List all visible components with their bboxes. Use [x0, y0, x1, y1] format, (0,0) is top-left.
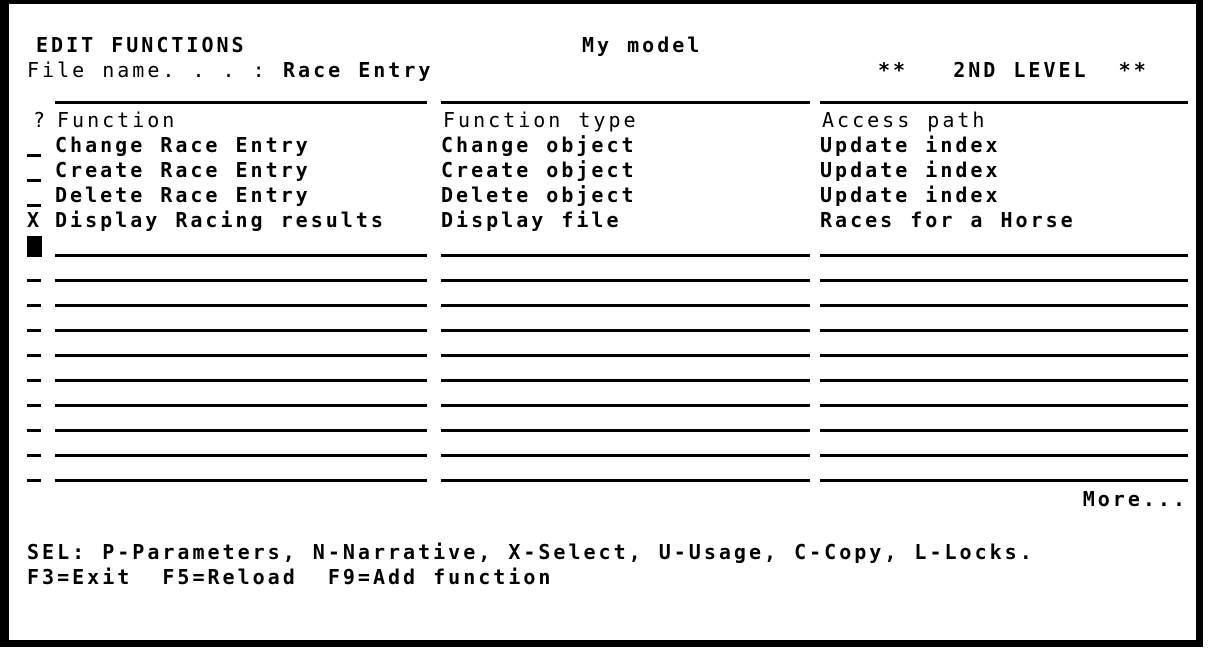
empty-field-underline	[441, 279, 810, 282]
access-path-field[interactable]	[820, 233, 1188, 258]
function-type-field[interactable]	[441, 458, 810, 483]
function-type-field[interactable]: Change object	[441, 133, 637, 157]
empty-field-underline	[820, 354, 1188, 357]
empty-field-underline	[441, 429, 810, 432]
selector-underscore	[27, 404, 41, 407]
selector-underscore	[27, 204, 41, 207]
table-row	[0, 383, 1211, 408]
access-path-field[interactable]	[820, 408, 1188, 433]
table-row	[0, 308, 1211, 333]
selector-input[interactable]	[27, 233, 45, 258]
table-row	[0, 133, 1211, 158]
function-field[interactable]	[55, 258, 427, 283]
empty-field-underline	[55, 279, 427, 282]
table-row	[0, 208, 1211, 233]
selector-underscore	[27, 329, 41, 332]
column-header-function: Function	[57, 108, 178, 132]
function-type-field[interactable]	[441, 233, 810, 258]
empty-field-underline	[55, 479, 427, 482]
selector-input[interactable]	[27, 308, 45, 333]
access-path-field[interactable]: Update index	[820, 158, 1001, 182]
access-path-field[interactable]	[820, 258, 1188, 283]
column-header-access-path: Access path	[822, 108, 988, 132]
selector-input[interactable]: X	[27, 208, 43, 232]
function-field[interactable]	[55, 408, 427, 433]
table-row	[0, 358, 1211, 383]
access-path-field[interactable]	[820, 458, 1188, 483]
access-path-field[interactable]	[820, 358, 1188, 383]
function-type-field[interactable]	[441, 283, 810, 308]
empty-field-underline	[441, 379, 810, 382]
empty-field-underline	[441, 404, 810, 407]
function-type-field[interactable]: Create object	[441, 158, 637, 182]
empty-field-underline	[820, 479, 1188, 482]
empty-field-underline	[820, 254, 1188, 257]
file-name-label: File name. . . :	[27, 58, 268, 82]
selector-column-header: ?	[33, 108, 49, 132]
function-keys-line: F3=Exit F5=Reload F9=Add function	[27, 565, 554, 589]
table-row	[0, 283, 1211, 308]
empty-field-underline	[441, 329, 810, 332]
empty-field-underline	[441, 254, 810, 257]
access-path-field[interactable]: Update index	[820, 133, 1001, 157]
text-cursor	[27, 236, 42, 257]
function-field[interactable]	[55, 358, 427, 383]
selector-input[interactable]	[27, 383, 45, 408]
table-row	[0, 408, 1211, 433]
empty-field-underline	[55, 454, 427, 457]
table-row	[0, 458, 1211, 483]
selector-input[interactable]	[27, 133, 45, 158]
function-field[interactable]	[55, 433, 427, 458]
empty-field-underline	[55, 379, 427, 382]
empty-field-underline	[55, 354, 427, 357]
function-field[interactable]	[55, 233, 427, 258]
function-field[interactable]	[55, 458, 427, 483]
function-type-field[interactable]	[441, 258, 810, 283]
access-path-field[interactable]	[820, 383, 1188, 408]
table-row	[0, 233, 1211, 258]
function-field[interactable]: Create Race Entry	[55, 158, 311, 182]
selector-underscore	[27, 179, 41, 182]
function-type-field[interactable]	[441, 333, 810, 358]
function-type-field[interactable]	[441, 408, 810, 433]
access-path-field[interactable]: Races for a Horse	[820, 208, 1076, 232]
selector-input[interactable]	[27, 183, 45, 208]
access-path-field[interactable]	[820, 283, 1188, 308]
table-row	[0, 433, 1211, 458]
empty-field-underline	[820, 279, 1188, 282]
selector-underscore	[27, 429, 41, 432]
empty-field-underline	[441, 304, 810, 307]
function-type-field[interactable]	[441, 383, 810, 408]
selector-underscore	[27, 354, 41, 357]
table-row	[0, 158, 1211, 183]
function-type-field[interactable]: Delete object	[441, 183, 637, 207]
column-separator-line	[55, 101, 427, 104]
selector-input[interactable]	[27, 358, 45, 383]
column-separator-line	[441, 101, 810, 104]
function-type-field[interactable]	[441, 433, 810, 458]
access-path-field[interactable]	[820, 308, 1188, 333]
selector-input[interactable]	[27, 433, 45, 458]
empty-field-underline	[55, 329, 427, 332]
empty-field-underline	[55, 404, 427, 407]
table-row	[0, 183, 1211, 208]
access-path-field[interactable]	[820, 333, 1188, 358]
empty-field-underline	[55, 304, 427, 307]
function-type-field[interactable]: Display file	[441, 208, 622, 232]
empty-field-underline	[55, 254, 427, 257]
selector-input[interactable]	[27, 258, 45, 283]
selector-input[interactable]	[27, 458, 45, 483]
selector-underscore	[27, 279, 41, 282]
function-type-field[interactable]	[441, 358, 810, 383]
model-name: My model	[582, 33, 703, 57]
level-indicator: ** 2ND LEVEL **	[878, 58, 1149, 82]
empty-field-underline	[820, 454, 1188, 457]
column-header-function-type: Function type	[443, 108, 639, 132]
selector-underscore	[27, 454, 41, 457]
function-field[interactable]	[55, 333, 427, 358]
table-row	[0, 333, 1211, 358]
more-indicator: More...	[1082, 487, 1188, 511]
empty-field-underline	[55, 429, 427, 432]
selector-underscore	[27, 379, 41, 382]
function-field[interactable]: Change Race Entry	[55, 133, 311, 157]
function-field[interactable]	[55, 308, 427, 333]
empty-field-underline	[820, 304, 1188, 307]
empty-field-underline	[820, 379, 1188, 382]
selection-options-line: SEL: P-Parameters, N-Narrative, X-Select, U-Usage, C-Copy, L-Locks.	[27, 540, 1035, 564]
access-path-field[interactable]	[820, 433, 1188, 458]
empty-field-underline	[441, 479, 810, 482]
function-field[interactable]: Display Racing results	[55, 208, 386, 232]
table-row	[0, 258, 1211, 283]
selector-input[interactable]	[27, 283, 45, 308]
selector-underscore	[27, 304, 41, 307]
table-rows	[0, 133, 1211, 483]
empty-field-underline	[820, 329, 1188, 332]
selector-input[interactable]	[27, 333, 45, 358]
function-field[interactable]	[55, 283, 427, 308]
selector-input[interactable]	[27, 408, 45, 433]
selector-underscore	[27, 154, 41, 157]
empty-field-underline	[441, 454, 810, 457]
column-separator-line	[820, 101, 1188, 104]
empty-field-underline	[820, 429, 1188, 432]
function-field[interactable]: Delete Race Entry	[55, 183, 311, 207]
selector-input[interactable]	[27, 158, 45, 183]
file-name-value: Race Entry	[283, 58, 434, 82]
access-path-field[interactable]: Update index	[820, 183, 1001, 207]
function-field[interactable]	[55, 383, 427, 408]
empty-field-underline	[820, 404, 1188, 407]
selector-underscore	[27, 479, 41, 482]
page-title: EDIT FUNCTIONS	[36, 33, 247, 57]
empty-field-underline	[441, 354, 810, 357]
function-type-field[interactable]	[441, 308, 810, 333]
